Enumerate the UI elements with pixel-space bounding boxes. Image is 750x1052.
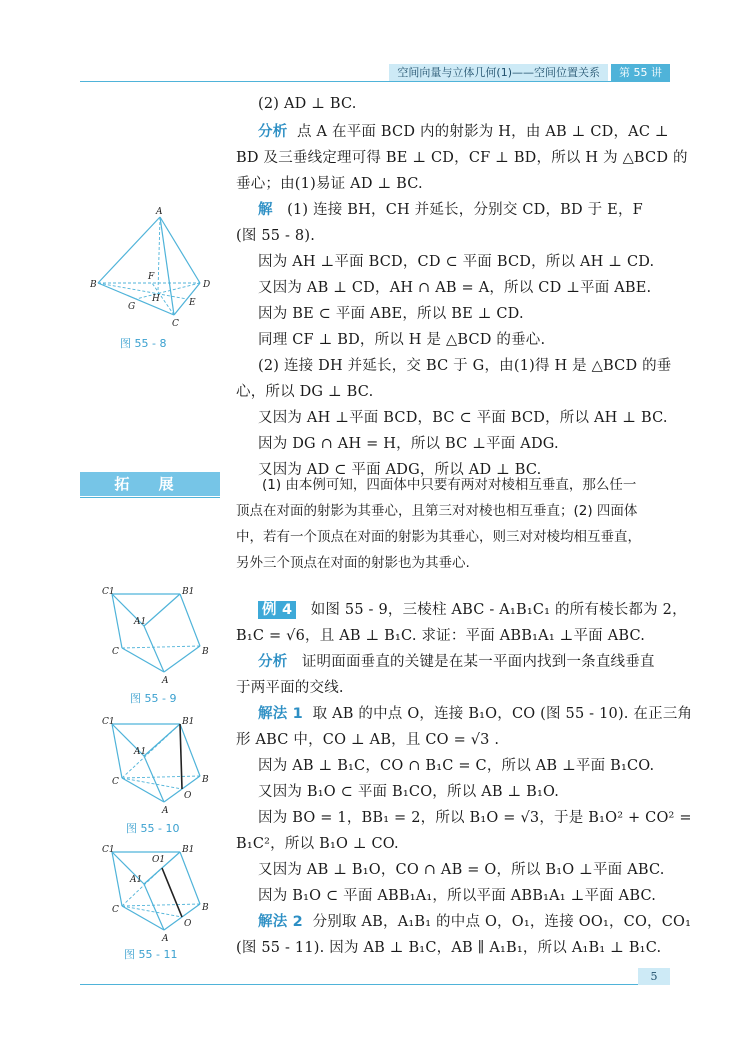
vertex-label: A [162,806,169,816]
vertex-label: B [202,775,209,785]
vertex-label: A1 [130,875,143,885]
note-line: 顶点在对面的射影为其垂心，且第三对对棱也相互垂直；(2) 四面体 [236,503,638,519]
text-line [258,122,669,142]
vertex-label: A [156,207,163,217]
figure-caption: 图 55 - 8 [120,337,167,350]
vertex-label: O [184,791,192,801]
vertex-label: O1 [152,855,166,865]
text-span: 点 A 在平面 BCD 内的射影为 H，由 AB ⊥ CD，AC ⊥ [297,124,669,140]
analysis-tag: 分析 [258,654,288,670]
example-badge: 例 4 [258,601,296,619]
figure-caption: 图 55 - 9 [130,692,177,705]
vertex-label: B [202,903,209,913]
vertex-label: A1 [134,747,147,757]
note-line: (1) 由本例可知，四面体中只要有两对对棱相互垂直，那么任一 [262,477,637,493]
header-rule [80,81,670,82]
vertex-label: C1 [102,717,115,727]
vertex-label: C [172,319,179,329]
text-line: 因为 DG ∩ AH = H，所以 BC ⊥平面 ADG. [258,436,559,452]
text-line: (2) 连接 DH 并延长，交 BC 于 G，由(1)得 H 是 △BCD 的垂 [258,358,672,374]
text-line: 因为 AB ⊥ B₁C，CO ∩ B₁C = C，所以 AB ⊥平面 B₁CO. [258,758,655,774]
text-line: (图 55 - 11). 因为 AB ⊥ B₁C，AB ∥ A₁B₁，所以 A₁B₁ ⊥ B₁C. [236,940,662,956]
vertex-label: B1 [182,845,195,855]
text-line: (图 55 - 8). [236,228,316,244]
text-line: 于两平面的交线. [236,680,344,696]
vertex-label: A [162,934,169,944]
text-line: (2) AD ⊥ BC. [258,96,357,112]
text-line: 形 ABC 中，CO ⊥ AB，且 CO = √3 . [236,732,500,748]
text-line: 垂心；由(1)易证 AD ⊥ BC. [236,176,423,192]
text-line: 又因为 AH ⊥平面 BCD，BC ⊂ 平面 BCD，所以 AH ⊥ BC. [258,410,668,426]
vertex-label: B1 [182,717,195,727]
text-line: 心，所以 DG ⊥ BC. [236,384,374,400]
text-line: 因为 B₁O ⊂ 平面 ABB₁A₁，所以平面 ABB₁A₁ ⊥平面 ABC. [258,888,657,904]
text-span: 证明面面垂直的关键是在某一平面内找到一条直线垂直 [301,654,655,670]
vertex-label: F [148,272,155,282]
text-span: 取 AB 的中点 O，连接 B₁O，CO (图 55 - 10). 在正三角 [312,706,693,722]
method1-tag: 解法 1 [258,706,303,722]
text-line: 因为 AH ⊥平面 BCD，CD ⊂ 平面 BCD，所以 AH ⊥ CD. [258,254,655,270]
text-line: 又因为 AB ⊥ CD，AH ∩ AB = A，所以 CD ⊥平面 ABE. [258,280,652,296]
vertex-label: A1 [134,617,147,627]
sidebar-extension-label: 拓 展 [80,472,220,496]
figure-55-10 [100,712,215,817]
vertex-label: G [128,302,136,312]
header-lecture: 第 55 讲 [611,64,670,81]
note-line: 另外三个顶点在对面的射影也为其垂心. [236,555,470,571]
vertex-label: C1 [102,587,115,597]
sidebar-rule [80,497,220,498]
text-span: 如图 55 - 9，三棱柱 ABC - A₁B₁C₁ 的所有棱长都为 2， [310,602,687,618]
text-line: B₁C²，所以 B₁O ⊥ CO. [236,836,399,852]
header-title: 空间向量与立体几何(1)——空间位置关系 [389,64,608,81]
figure-55-9 [100,582,215,687]
vertex-label: C [112,647,119,657]
text-line [258,704,692,724]
text-line: BD 及三垂线定理可得 BE ⊥ CD，CF ⊥ BD，所以 H 为 △BCD 的 [236,150,688,166]
vertex-label: D [203,280,211,290]
figure-caption: 图 55 - 10 [126,822,180,835]
text-span: 分别取 AB，A₁B₁ 的中点 O，O₁，连接 OO₁，CO，CO₁ [312,914,692,930]
figure-55-11 [100,840,215,945]
text-line [258,912,691,932]
text-line: 因为 BE ⊂ 平面 ABE，所以 BE ⊥ CD. [258,306,524,322]
vertex-label: C [112,777,119,787]
vertex-label: H [152,294,160,304]
solution-tag: 解 [258,202,273,218]
figure-55-8 [90,205,220,330]
vertex-label: O [184,919,192,929]
method2-tag: 解法 2 [258,914,303,930]
vertex-label: B [202,647,209,657]
text-line [258,200,643,220]
vertex-label: E [189,298,196,308]
text-line: 因为 BO = 1，BB₁ = 2，所以 B₁O = √3，于是 B₁O² + CO² = [258,810,692,826]
vertex-label: C [112,905,119,915]
text-span: (1) 连接 BH，CH 并延长，分别交 CD，BD 于 E，F [287,202,643,218]
text-line [258,652,655,672]
footer-rule [80,984,670,985]
analysis-tag: 分析 [258,124,288,140]
figure-caption: 图 55 - 11 [124,948,178,961]
text-line: 又因为 B₁O ⊂ 平面 B₁CO，所以 AB ⊥ B₁O. [258,784,560,800]
vertex-label: B1 [182,587,195,597]
vertex-label: A [162,676,169,686]
note-line: 中，若有一个顶点在对面的射影为其垂心，则三对对棱均相互垂直， [236,529,641,545]
text-line: B₁C = √6，且 AB ⊥ B₁C. 求证：平面 ABB₁A₁ ⊥平面 ABC. [236,628,646,644]
text-line: 同理 CF ⊥ BD，所以 H 是 △BCD 的垂心. [258,332,546,348]
text-line [258,600,687,620]
vertex-label: B [90,280,97,290]
text-line: 又因为 AD ⊂ 平面 ADG，所以 AD ⊥ BC. [258,462,542,478]
running-header [389,64,670,81]
vertex-label: C1 [102,845,115,855]
text-line: 又因为 AB ⊥ B₁O，CO ∩ AB = O，所以 B₁O ⊥平面 ABC. [258,862,665,878]
page-number: 5 [638,968,670,985]
